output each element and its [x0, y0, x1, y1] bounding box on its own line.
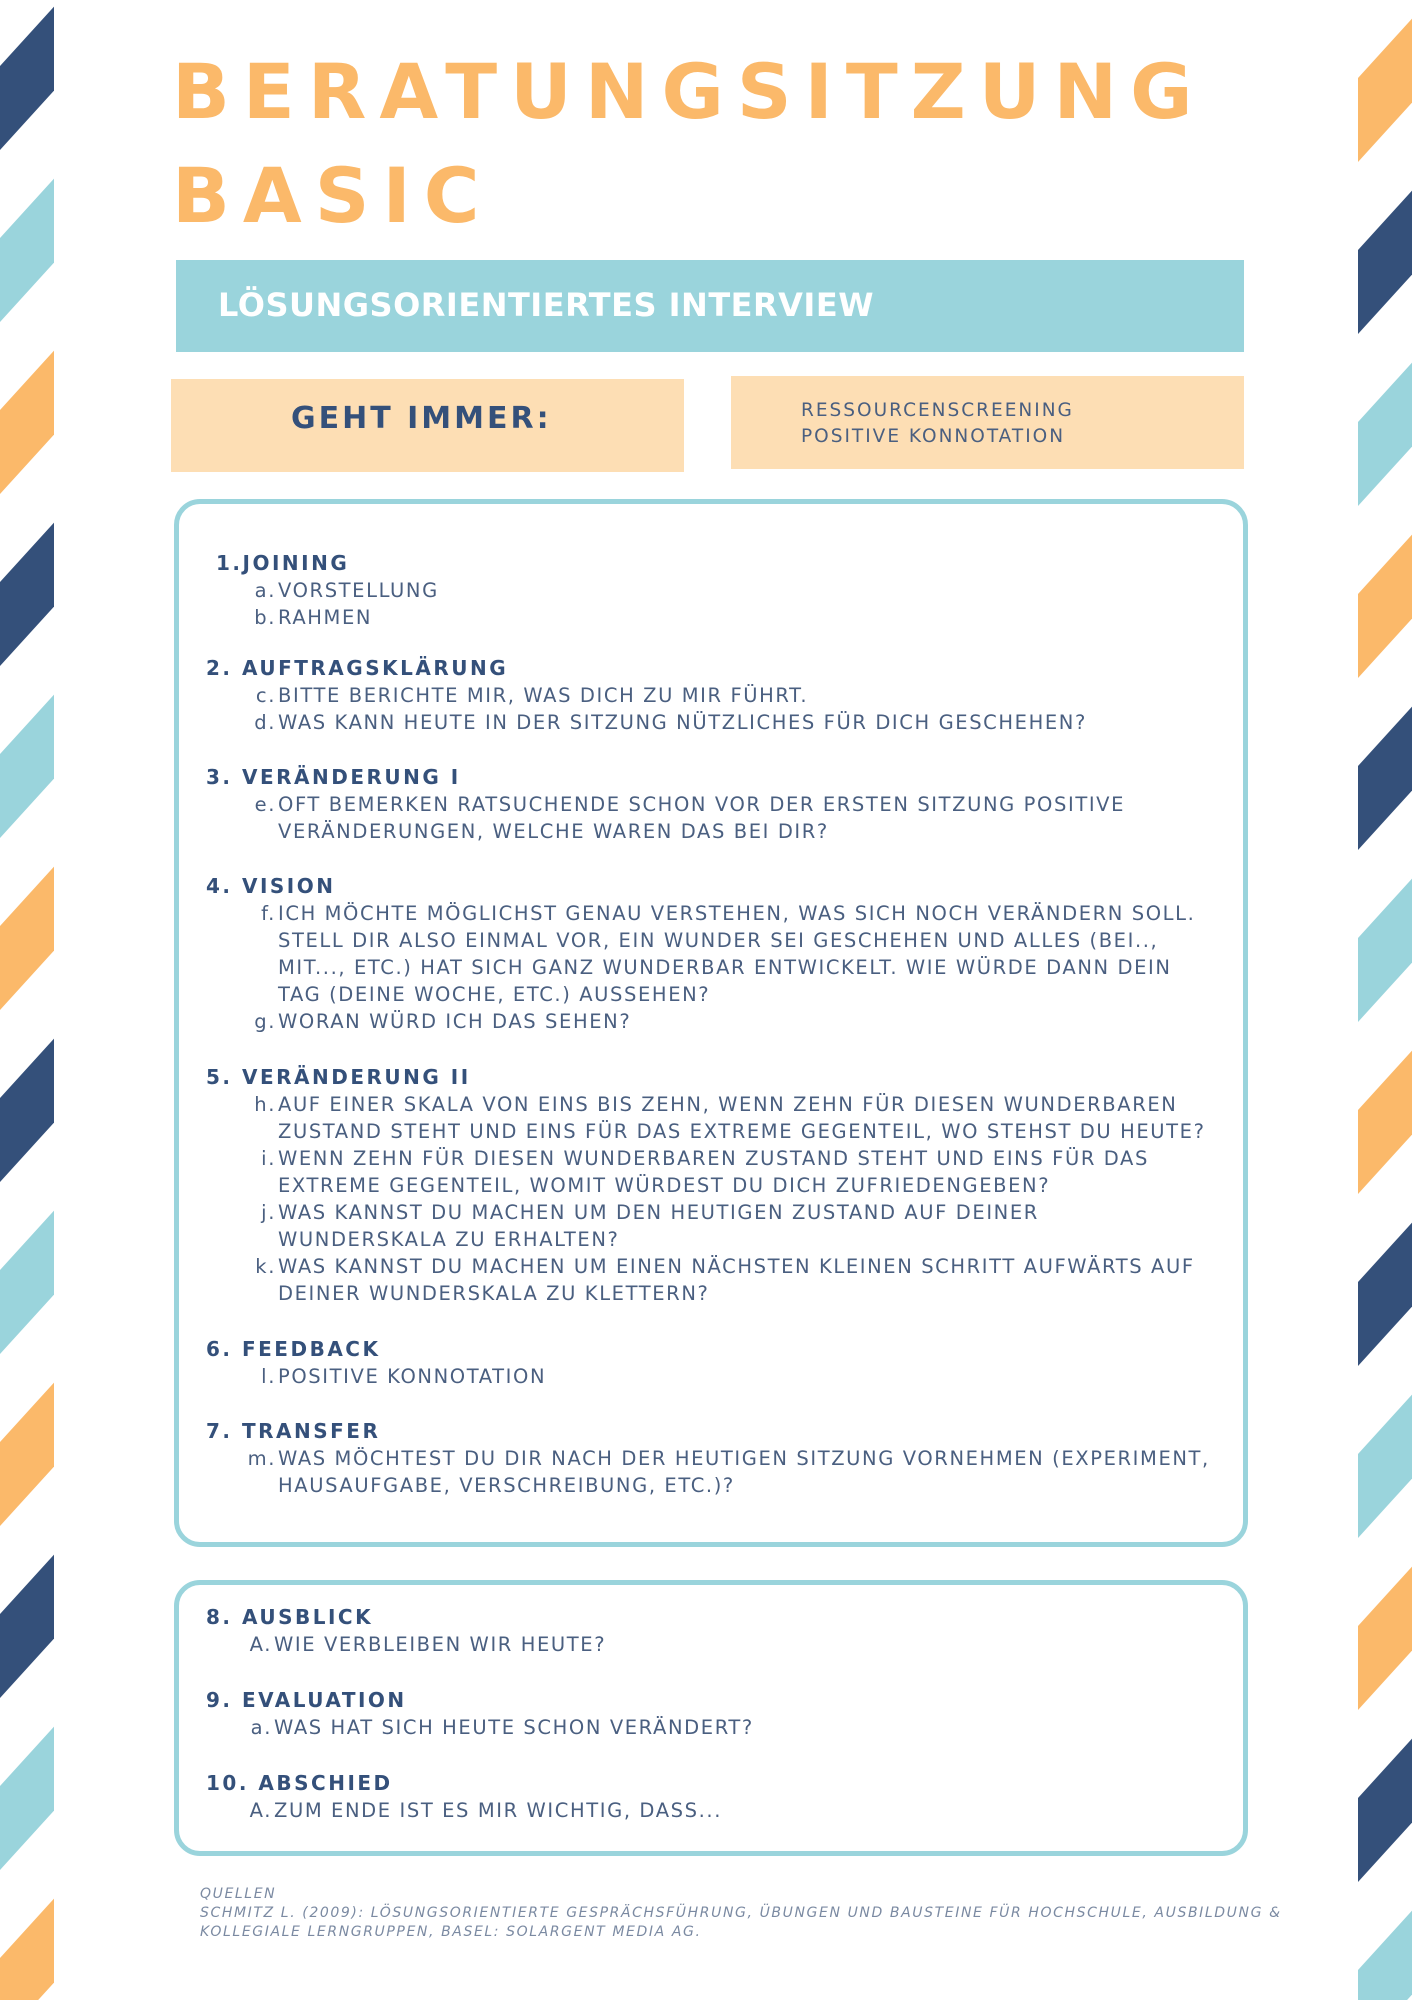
step-title: ABSCHIED	[258, 1771, 393, 1795]
list-marker: h.	[254, 1093, 276, 1116]
right-stripe-border	[1358, 0, 1412, 2000]
list-marker: i.	[261, 1147, 276, 1170]
stripe	[0, 1720, 54, 1870]
stripe	[0, 172, 54, 322]
list-item-text: WAS HAT SICH HEUTE SCHON VERÄNDERT?	[274, 1716, 754, 1739]
list-marker	[206, 927, 276, 954]
list-item	[206, 1797, 722, 1824]
stripe	[1358, 184, 1412, 334]
step-title: FEEDBACK	[241, 1337, 381, 1361]
list-item-text: ZUM ENDE IST ES MIR WICHTIG, DASS...	[274, 1799, 722, 1822]
stripe	[0, 0, 54, 150]
stripe	[0, 1548, 54, 1698]
list-item	[206, 900, 1195, 927]
list-item-text: RAHMEN	[278, 606, 373, 629]
step-section	[206, 873, 1195, 1035]
list-marker: g.	[254, 1010, 276, 1033]
step-section	[206, 1418, 1210, 1499]
step-number: 3.	[206, 765, 233, 789]
stripe	[1358, 700, 1412, 850]
stripe	[0, 516, 54, 666]
list-item-text: EXTREME GEGENTEIL, WOMIT WÜRDEST DU DICH ZUFRIEDENGEBEN?	[278, 1174, 1051, 1197]
step-number: 2.	[206, 656, 233, 680]
step-number: 1.	[216, 551, 243, 575]
interview-steps-panel	[174, 499, 1248, 1547]
list-marker: c.	[255, 684, 276, 707]
list-item	[206, 1118, 1206, 1145]
stripe	[1358, 1216, 1412, 1366]
step-section	[206, 655, 1087, 736]
list-marker: A.	[249, 1799, 272, 1822]
step-title: VERÄNDERUNG I	[241, 765, 461, 789]
list-item	[206, 981, 1195, 1008]
list-item	[206, 1253, 1206, 1280]
list-item-text: WAS KANN HEUTE IN DER SITZUNG NÜTZLICHES FÜR DICH GESCHEHEN?	[278, 711, 1087, 734]
step-heading	[206, 1064, 1206, 1091]
list-item-text: WUNDERSKALA ZU ERHALTEN?	[278, 1228, 620, 1251]
list-item	[206, 604, 439, 631]
list-marker: d.	[254, 711, 276, 734]
step-heading	[206, 1687, 754, 1714]
list-item-text: WENN ZEHN FÜR DIESEN WUNDERBAREN ZUSTAND STEHT UND EINS FÜR DAS	[278, 1147, 1149, 1170]
sources-line: SCHMITZ L. (2009): LÖSUNGSORIENTIERTE GESPRÄCHSFÜHRUNG, ÜBUNGEN UND BAUSTEINE FÜR HOCHSCHULE, AUSBILDUNG &	[200, 1905, 1282, 1921]
list-item	[206, 577, 439, 604]
list-item	[206, 1199, 1206, 1226]
step-section	[206, 1604, 606, 1658]
list-item-text: WAS KANNST DU MACHEN UM DEN HEUTIGEN ZUSTAND AUF DEINER	[278, 1201, 1039, 1224]
page-title	[172, 40, 1206, 248]
sources-line: KOLLEGIALE LERNGRUPPEN, BASEL: SOLARGENT MEDIA AG.	[200, 1924, 702, 1940]
step-title: AUFTRAGSKLÄRUNG	[241, 656, 509, 680]
closing-steps-panel	[174, 1580, 1248, 1856]
list-item-text: ZUSTAND STEHT UND EINS FÜR DAS EXTREME GEGENTEIL, WO STEHST DU HEUTE?	[278, 1120, 1206, 1143]
step-title: AUSBLICK	[241, 1605, 374, 1629]
stripe	[0, 688, 54, 838]
stripe	[0, 1376, 54, 1526]
list-item-text: MIT..., ETC.) HAT SICH GANZ WUNDERBAR ENTWICKELT. WIE WÜRDE DANN DEIN	[278, 956, 1172, 979]
list-item-text: POSITIVE KONNOTATION	[278, 1365, 547, 1388]
list-marker: a.	[250, 1716, 272, 1739]
step-section	[206, 1770, 722, 1824]
list-marker: l.	[261, 1365, 276, 1388]
step-number: 5.	[206, 1065, 233, 1089]
step-number: 8.	[206, 1605, 233, 1629]
step-heading	[206, 1604, 606, 1631]
list-item-text: DEINER WUNDERSKALA ZU KLETTERN?	[278, 1282, 710, 1305]
geht-immer-items-box	[731, 376, 1244, 469]
list-item	[206, 709, 1087, 736]
geht-immer-box	[171, 379, 684, 472]
list-item	[206, 1008, 1195, 1035]
list-item-text: OFT BEMERKEN RATSUCHENDE SCHON VOR DER ERSTEN SITZUNG POSITIVE	[278, 793, 1126, 816]
geht-immer-label: GEHT IMMER:	[291, 401, 552, 436]
list-item	[206, 1714, 754, 1741]
list-item	[206, 1445, 1210, 1472]
stripe	[1358, 1732, 1412, 1882]
list-item	[206, 818, 1125, 845]
stripe	[0, 860, 54, 1010]
stripe	[1358, 1560, 1412, 1710]
list-marker	[206, 1226, 276, 1253]
list-marker: f.	[261, 902, 276, 925]
list-item	[206, 954, 1195, 981]
step-section	[206, 1336, 546, 1390]
stripe	[1358, 12, 1412, 162]
step-section	[206, 550, 439, 631]
geht-immer-list	[801, 398, 1074, 450]
step-title: EVALUATION	[241, 1688, 407, 1712]
stripe	[1358, 872, 1412, 1022]
stripe-pattern	[0, 0, 54, 2000]
stripe	[0, 1204, 54, 1354]
step-section	[206, 764, 1125, 845]
title-line-2: BASIC	[172, 151, 493, 240]
step-number: 4.	[206, 874, 233, 898]
list-item-text: BITTE BERICHTE MIR, WAS DICH ZU MIR FÜHRT.	[278, 684, 809, 707]
sources-block	[200, 1885, 1282, 1942]
list-item	[206, 682, 1087, 709]
stripe	[0, 1892, 54, 2000]
stripe	[1358, 356, 1412, 506]
list-item	[206, 1472, 1210, 1499]
list-item	[206, 1226, 1206, 1253]
list-item-text: WAS MÖCHTEST DU DIR NACH DER HEUTIGEN SITZUNG VORNEHMEN (EXPERIMENT,	[278, 1447, 1210, 1470]
list-item	[206, 1280, 1206, 1307]
list-marker	[206, 1172, 276, 1199]
step-number: 6.	[206, 1337, 233, 1361]
list-item-text: STELL DIR ALSO EINMAL VOR, EIN WUNDER SEI GESCHEHEN UND ALLES (BEI..,	[278, 929, 1159, 952]
list-marker	[206, 818, 276, 845]
step-heading	[216, 550, 439, 577]
list-item	[206, 791, 1125, 818]
step-heading	[206, 1770, 722, 1797]
list-marker: j.	[261, 1201, 276, 1224]
geht-immer-item: POSITIVE KONNOTATION	[801, 426, 1066, 447]
list-item	[206, 1631, 606, 1658]
left-stripe-border	[0, 0, 54, 2000]
list-marker: e.	[254, 793, 276, 816]
list-item-text: TAG (DEINE WOCHE, ETC.) AUSSEHEN?	[278, 983, 711, 1006]
sources-label: QUELLEN	[200, 1886, 277, 1902]
step-heading	[206, 764, 1125, 791]
step-title: VERÄNDERUNG II	[241, 1065, 471, 1089]
step-title: JOINING	[242, 551, 350, 575]
list-item-text: VERÄNDERUNGEN, WELCHE WAREN DAS BEI DIR?	[278, 820, 829, 843]
list-item-text: HAUSAUFGABE, VERSCHREIBUNG, ETC.)?	[278, 1474, 735, 1497]
list-item	[206, 927, 1195, 954]
list-item-text: WIE VERBLEIBEN WIR HEUTE?	[274, 1633, 607, 1656]
section-banner	[176, 260, 1244, 352]
list-marker	[206, 954, 276, 981]
step-heading	[206, 1418, 1210, 1445]
step-title: TRANSFER	[241, 1419, 381, 1443]
step-heading	[206, 655, 1087, 682]
list-item-text: ICH MÖCHTE MÖGLICHST GENAU VERSTEHEN, WAS SICH NOCH VERÄNDERN SOLL.	[278, 902, 1196, 925]
step-title: VISION	[241, 874, 336, 898]
stripe	[1358, 1904, 1412, 2000]
step-heading	[206, 873, 1195, 900]
list-marker: a.	[254, 579, 276, 602]
list-item	[206, 1091, 1206, 1118]
list-item	[206, 1145, 1206, 1172]
step-section	[206, 1687, 754, 1741]
list-marker	[206, 1280, 276, 1307]
list-item-text: VORSTELLUNG	[278, 579, 439, 602]
list-item	[206, 1172, 1206, 1199]
list-marker: m.	[247, 1447, 276, 1470]
list-marker: b.	[254, 606, 276, 629]
step-number: 7.	[206, 1419, 233, 1443]
step-heading	[206, 1336, 546, 1363]
banner-heading: LÖSUNGSORIENTIERTES INTERVIEW	[218, 286, 874, 324]
stripe-pattern	[1358, 0, 1412, 2000]
step-number: 10.	[206, 1771, 249, 1795]
stripe	[1358, 1388, 1412, 1538]
list-item-text: AUF EINER SKALA VON EINS BIS ZEHN, WENN ZEHN FÜR DIESEN WUNDERBAREN	[278, 1093, 1178, 1116]
stripe	[0, 344, 54, 494]
stripe	[1358, 528, 1412, 678]
list-item	[206, 1363, 546, 1390]
list-item-text: WAS KANNST DU MACHEN UM EINEN NÄCHSTEN KLEINEN SCHRITT AUFWÄRTS AUF	[278, 1255, 1195, 1278]
list-marker	[206, 1472, 276, 1499]
stripe	[0, 1032, 54, 1182]
title-line-1: BERATUNGSITZUNG	[172, 47, 1206, 136]
step-number: 9.	[206, 1688, 233, 1712]
list-marker	[206, 981, 276, 1008]
list-item-text: WORAN WÜRD ICH DAS SEHEN?	[278, 1010, 632, 1033]
list-marker	[206, 1118, 276, 1145]
geht-immer-item: RESSOURCENSCREENING	[801, 400, 1074, 421]
list-marker: A.	[249, 1633, 272, 1656]
step-section	[206, 1064, 1206, 1307]
stripe	[1358, 1044, 1412, 1194]
list-marker: k.	[255, 1255, 276, 1278]
